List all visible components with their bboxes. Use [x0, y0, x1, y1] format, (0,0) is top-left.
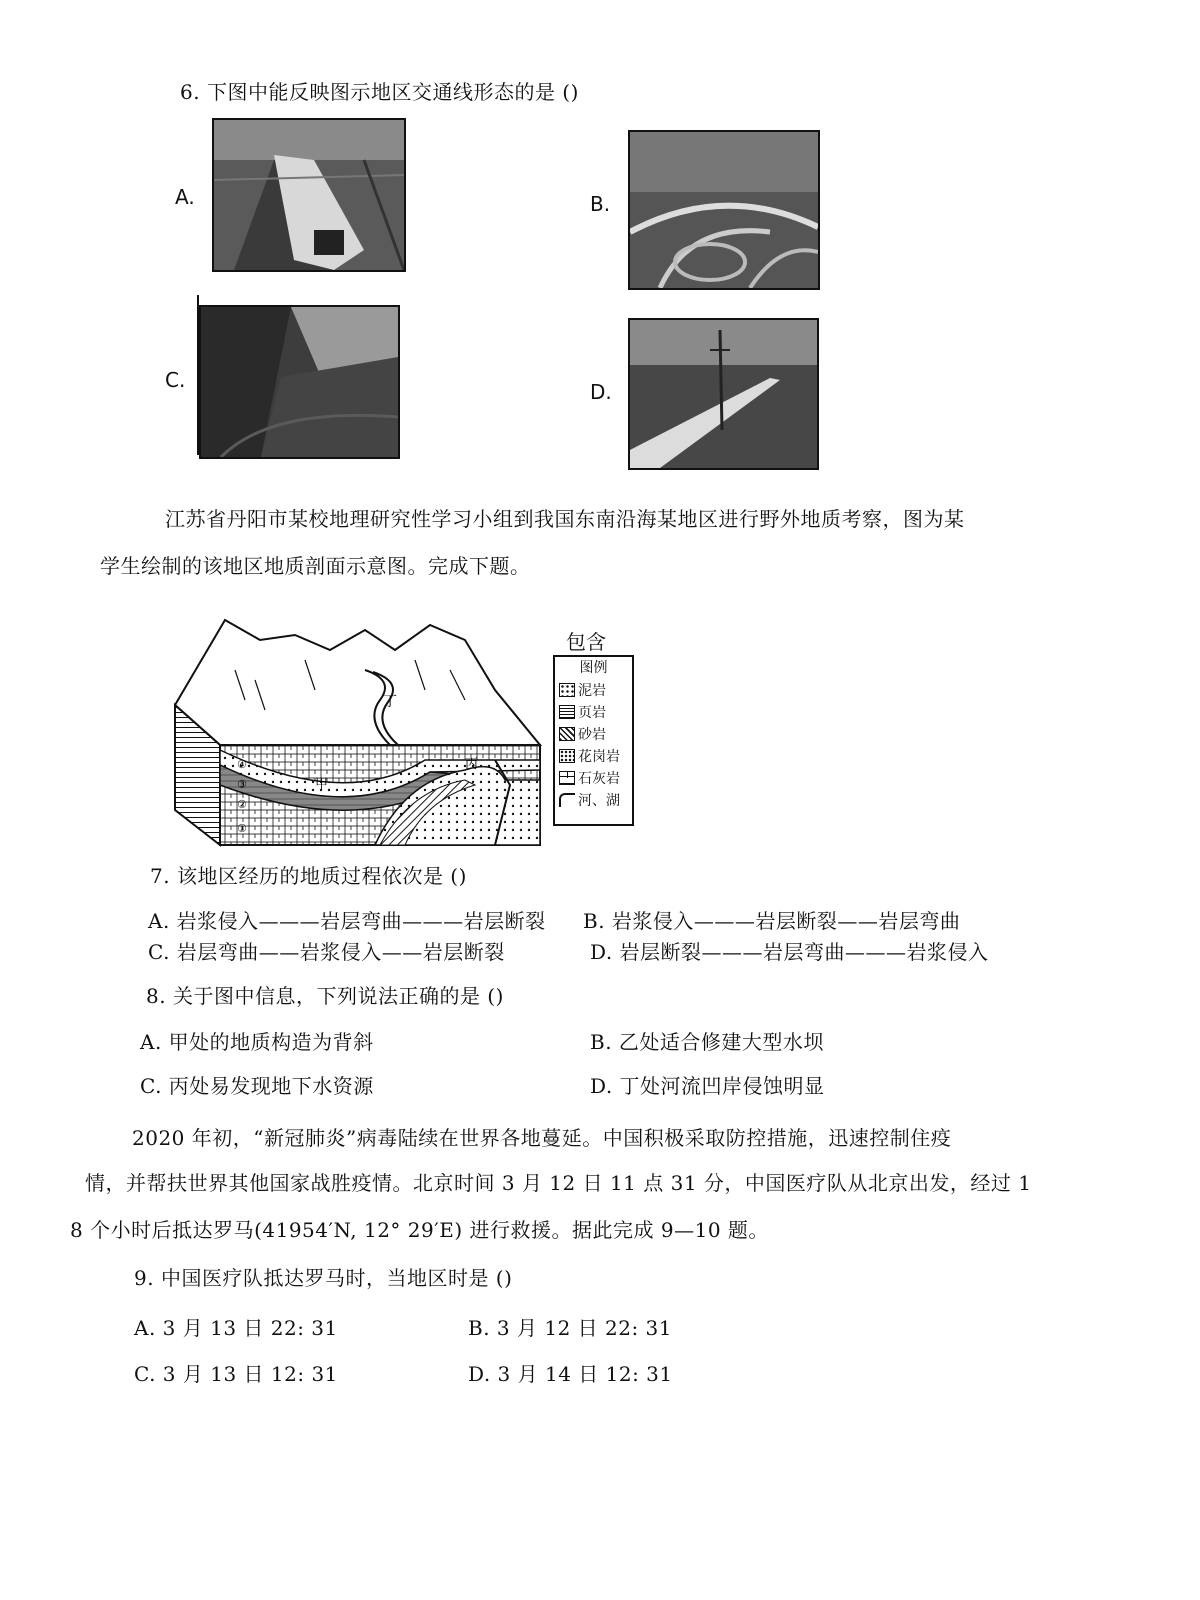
q9-stem: 9. 中国医疗队抵达罗马时，当地区时是 (): [134, 1266, 513, 1290]
q9-option-b: B. 3 月 12 日 22: 31: [468, 1316, 673, 1340]
label-jia: 甲: [315, 777, 329, 792]
intro-paragraph-1-line-2: 学生绘制的该地区地质剖面示意图。完成下题。: [100, 554, 531, 578]
intro-paragraph-1-line-1: 江苏省丹阳市某校地理研究性学习小组到我国东南沿海某地区进行野外地质考察，图为某: [165, 507, 965, 531]
intro-paragraph-2-line-2: 情，并帮扶世界其他国家战胜疫情。北京时间 3 月 12 日 11 点 31 分，中国医疗队从北京出发，经过 1: [85, 1171, 1032, 1195]
q6-option-c-label: C.: [165, 368, 186, 392]
q8-option-b: B. 乙处适合修建大型水坝: [590, 1030, 824, 1054]
q9-option-a: A. 3 月 13 日 22: 31: [134, 1316, 338, 1340]
q8-stem: 8. 关于图中信息，下列说法正确的是 (): [146, 984, 504, 1008]
q9-option-d: D. 3 月 14 日 12: 31: [468, 1362, 673, 1386]
q7-stem: 7. 该地区经历的地质过程依次是 (): [150, 864, 467, 888]
label-n1: ①: [237, 822, 247, 835]
q7-option-d: D. 岩层断裂———岩层弯曲———岩浆侵入: [590, 940, 989, 964]
q6-option-a-label: A.: [175, 185, 195, 209]
label-n4: ④: [237, 758, 247, 771]
q6-option-d-label: D.: [590, 380, 612, 404]
figure-extra-caption: 包含: [566, 630, 606, 654]
q6-stem: 6. 下图中能反映图示地区交通线形态的是 (): [180, 80, 579, 104]
q7-option-c: C. 岩层弯曲——岩浆侵入——岩层断裂: [148, 940, 505, 964]
q8-option-c: C. 丙处易发现地下水资源: [140, 1074, 374, 1098]
label-ding: 丁: [383, 694, 397, 710]
q6-option-b-label: B.: [590, 192, 611, 216]
legend-item-mudstone: 泥岩: [555, 679, 632, 701]
legend-item-limestone: 石灰岩: [555, 767, 632, 789]
legend-item-river-lake: 河、湖: [555, 789, 632, 811]
mountain-valley-photo: [199, 305, 400, 459]
q8-option-a: A. 甲处的地质构造为背斜: [140, 1030, 374, 1054]
label-n3: ③: [237, 778, 247, 791]
q8-option-d: D. 丁处河流凹岸侵蚀明显: [590, 1074, 825, 1098]
legend-item-granite: 花岗岩: [555, 745, 632, 767]
legend-item-shale: 页岩: [555, 701, 632, 723]
shale-swatch-icon: [559, 705, 575, 719]
bullet-train-photo: [212, 118, 406, 272]
label-n2: ②: [237, 798, 247, 811]
map-legend: [553, 655, 634, 826]
legend-item-sandstone: 砂岩: [555, 723, 632, 745]
straight-road-plain-photo: [628, 318, 819, 470]
q7-option-b: B. 岩浆侵入———岩层断裂——岩层弯曲: [583, 909, 961, 933]
limestone-swatch-icon: [559, 771, 575, 785]
intro-paragraph-2-line-3: 8 个小时后抵达罗马(41954′N, 12° 29′E) 进行救援。据此完成 9—10 题。: [70, 1218, 769, 1242]
q9-option-c: C. 3 月 13 日 12: 31: [134, 1362, 338, 1386]
q7-option-a: A. 岩浆侵入———岩层弯曲———岩层断裂: [148, 909, 546, 933]
legend-title: 图例: [579, 660, 608, 676]
river-lake-swatch-icon: [559, 793, 575, 807]
mudstone-swatch-icon: [559, 683, 575, 697]
label-bing: 丙: [465, 757, 479, 772]
geology-cross-section-figure: [165, 610, 545, 850]
sandstone-swatch-icon: [559, 727, 575, 741]
granite-swatch-icon: [559, 749, 575, 763]
intro-paragraph-2-line-1: 2020 年初，“新冠肺炎”病毒陆续在世界各地蔓延。中国积极采取防控措施，迅速控制住疫: [132, 1126, 952, 1150]
highway-interchange-photo: [628, 130, 820, 290]
